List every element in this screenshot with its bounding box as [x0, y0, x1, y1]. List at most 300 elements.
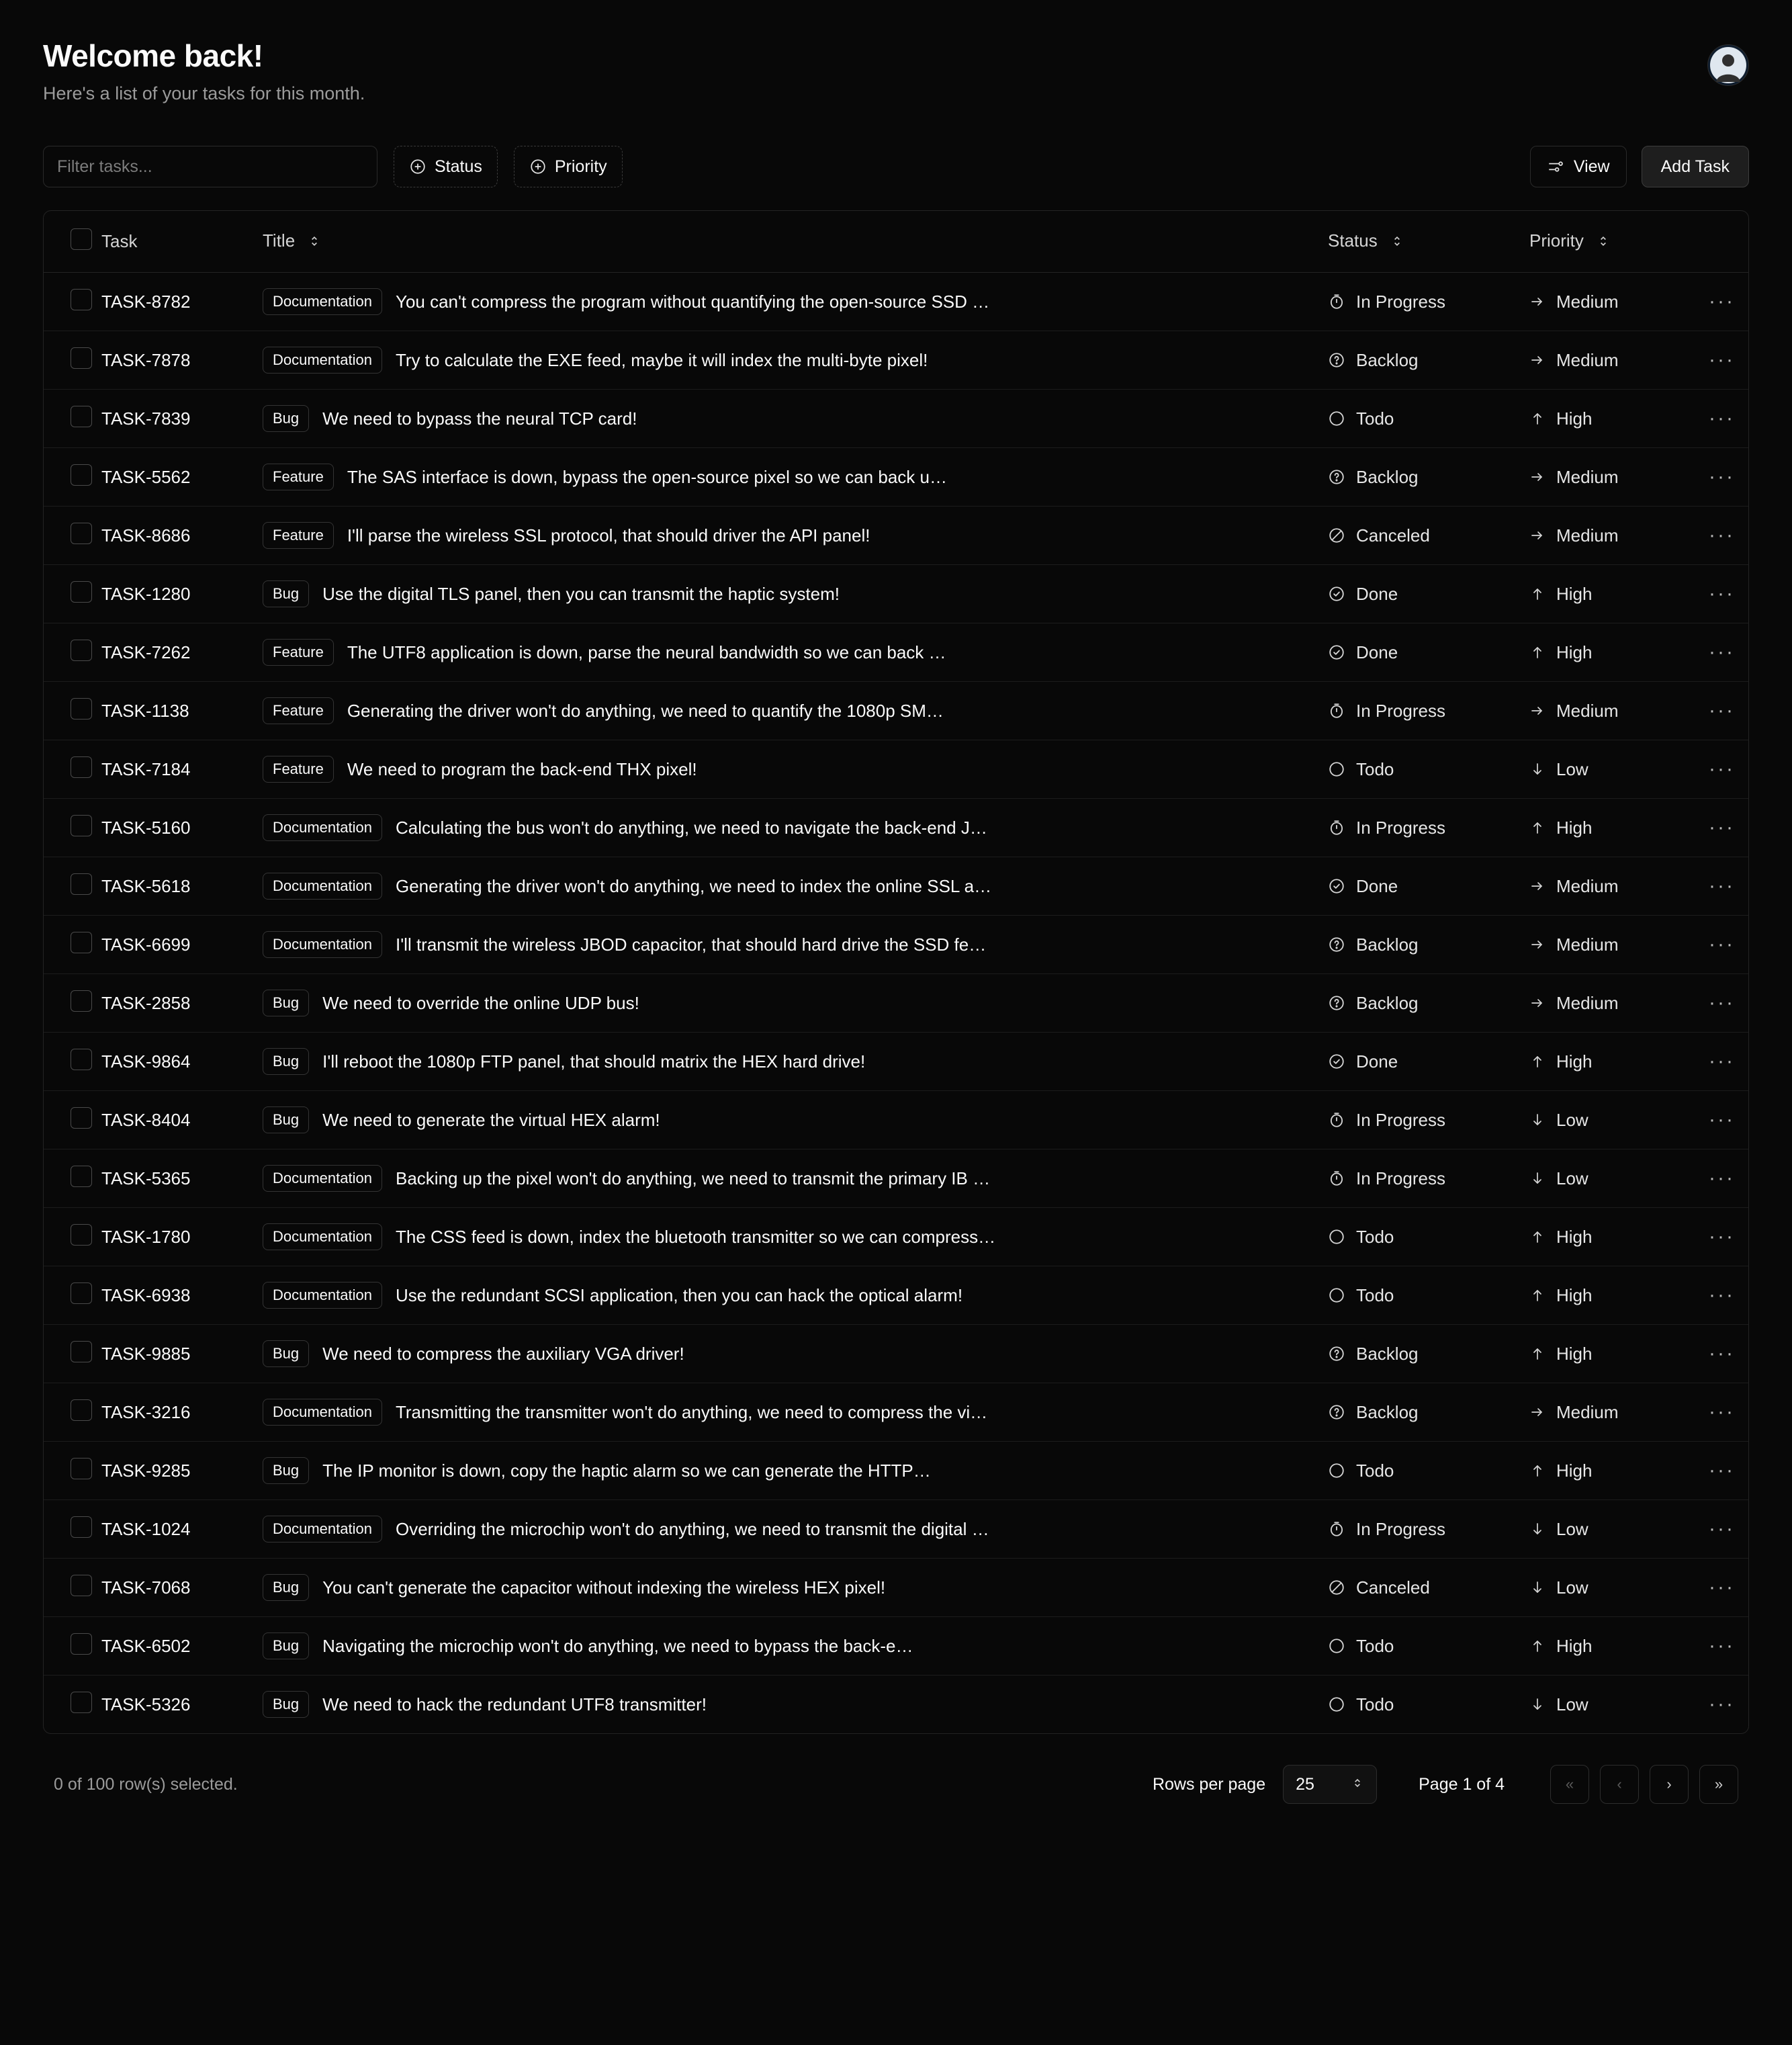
arrow-right-icon [1529, 878, 1545, 894]
table-row[interactable] [44, 1676, 1748, 1734]
task-id-cell [101, 799, 263, 857]
task-title: I'll parse the wireless SSL protocol, that should driver the API panel! [347, 525, 870, 546]
row-actions-cell [1684, 390, 1748, 448]
task-id-cell [101, 1149, 263, 1208]
row-checkbox[interactable] [71, 1692, 92, 1713]
task-priority: Medium [1556, 700, 1619, 721]
task-title-cell [263, 1033, 1328, 1091]
task-title: The SAS interface is down, bypass the open-source pixel so we can back u… [347, 466, 947, 487]
row-actions-cell [1684, 974, 1748, 1033]
first-page-button[interactable]: « [1550, 1765, 1589, 1804]
task-title: Use the redundant SCSI application, then you can hack the optical alarm! [395, 1285, 963, 1305]
task-status-cell [1328, 507, 1529, 565]
tasks-table-container [43, 210, 1749, 1734]
plus-circle-icon [409, 158, 427, 175]
selection-count: 0 of 100 row(s) selected. [54, 1774, 238, 1794]
row-actions-menu-button[interactable]: ··· [1709, 524, 1735, 546]
task-title-cell [263, 623, 1328, 682]
check-circle-icon [1328, 644, 1345, 661]
task-label-badge: Bug [263, 990, 309, 1016]
arrow-right-icon [1529, 294, 1545, 310]
task-status: Todo [1356, 1635, 1394, 1656]
table-row[interactable] [44, 1149, 1748, 1208]
row-actions-cell [1684, 1617, 1748, 1676]
task-priority: Low [1556, 1168, 1588, 1188]
task-title: You can't compress the program without quantifying the open-source SSD … [395, 291, 990, 312]
arrow-down-icon [1529, 1696, 1545, 1712]
table-row[interactable] [44, 1266, 1748, 1325]
arrow-up-icon [1529, 1346, 1545, 1362]
task-title-cell [263, 507, 1328, 565]
task-status: Done [1356, 583, 1398, 604]
task-id-cell [101, 448, 263, 507]
table-row[interactable] [44, 799, 1748, 857]
table-row[interactable] [44, 682, 1748, 740]
task-status: Todo [1356, 1460, 1394, 1481]
arrow-down-icon [1529, 761, 1545, 777]
priority-filter-button[interactable] [514, 146, 623, 187]
row-actions-menu-button[interactable]: ··· [1709, 1518, 1735, 1540]
table-row[interactable] [44, 916, 1748, 974]
question-icon [1328, 351, 1345, 369]
row-actions-menu-button[interactable]: ··· [1709, 582, 1735, 605]
column-header-status[interactable] [1328, 211, 1529, 273]
row-actions-menu-button[interactable]: ··· [1709, 466, 1735, 488]
task-status: Backlog [1356, 466, 1419, 487]
row-select-cell [44, 1266, 101, 1325]
last-page-button[interactable]: » [1699, 1765, 1738, 1804]
task-priority-cell [1529, 1266, 1684, 1325]
table-row[interactable] [44, 1617, 1748, 1676]
add-task-button[interactable]: Add Task [1642, 146, 1749, 187]
task-title: I'll transmit the wireless JBOD capacitor, that should hard drive the SSD fe… [395, 934, 987, 955]
priority-filter-label: Priority [554, 157, 607, 176]
row-actions-menu-button[interactable]: ··· [1709, 758, 1735, 780]
row-checkbox[interactable] [71, 1166, 92, 1187]
row-select-cell [44, 682, 101, 740]
task-title-cell [263, 916, 1328, 974]
task-title-cell [263, 1442, 1328, 1500]
task-priority: Low [1556, 1577, 1588, 1598]
toolbar [43, 146, 1749, 187]
task-priority: High [1556, 642, 1593, 662]
row-actions-menu-button[interactable]: ··· [1709, 290, 1735, 312]
task-id: TASK-2858 [101, 992, 191, 1013]
task-title: The UTF8 application is down, parse the neural bandwidth so we can back … [347, 642, 946, 662]
task-priority-cell [1529, 1208, 1684, 1266]
row-actions-menu-button[interactable]: ··· [1709, 407, 1735, 429]
task-priority-cell [1529, 1500, 1684, 1559]
circle-icon [1328, 1287, 1345, 1304]
row-select-cell [44, 565, 101, 623]
task-priority: High [1556, 1051, 1593, 1072]
task-priority: High [1556, 583, 1593, 604]
task-label-badge: Documentation [263, 347, 382, 374]
task-priority-cell [1529, 1149, 1684, 1208]
task-priority-cell [1529, 1617, 1684, 1676]
task-status: In Progress [1356, 700, 1445, 721]
row-checkbox[interactable] [71, 873, 92, 895]
task-label-badge: Bug [263, 1340, 309, 1367]
task-id-cell [101, 974, 263, 1033]
table-row[interactable] [44, 507, 1748, 565]
table-row[interactable] [44, 1383, 1748, 1442]
arrow-right-icon [1529, 703, 1545, 719]
table-row[interactable] [44, 331, 1748, 390]
row-actions-cell [1684, 1676, 1748, 1734]
task-label-badge: Documentation [263, 1165, 382, 1192]
table-row[interactable] [44, 1325, 1748, 1383]
row-checkbox[interactable] [71, 698, 92, 720]
task-status: Done [1356, 1051, 1398, 1072]
task-id: TASK-3216 [101, 1401, 191, 1422]
row-select-cell [44, 1091, 101, 1149]
table-row[interactable] [44, 1442, 1748, 1500]
task-id-cell [101, 1266, 263, 1325]
row-actions-cell [1684, 1149, 1748, 1208]
task-priority-cell [1529, 448, 1684, 507]
task-status: Done [1356, 642, 1398, 662]
task-priority: Medium [1556, 466, 1619, 487]
arrow-down-icon [1529, 1579, 1545, 1596]
task-id: TASK-6502 [101, 1635, 191, 1656]
row-select-cell [44, 390, 101, 448]
table-row[interactable] [44, 740, 1748, 799]
view-options-button[interactable] [1530, 146, 1627, 187]
row-actions-menu-button[interactable]: ··· [1709, 992, 1735, 1014]
task-status-cell [1328, 1383, 1529, 1442]
task-priority: Low [1556, 1518, 1588, 1539]
arrow-right-icon [1529, 1404, 1545, 1420]
row-select-cell [44, 1033, 101, 1091]
table-row[interactable] [44, 448, 1748, 507]
row-actions-cell [1684, 623, 1748, 682]
task-label-badge: Feature [263, 522, 334, 549]
row-actions-menu-button[interactable]: ··· [1709, 1693, 1735, 1715]
row-checkbox[interactable] [71, 1633, 92, 1655]
row-actions-cell [1684, 1033, 1748, 1091]
task-priority: High [1556, 1635, 1593, 1656]
task-title: I'll reboot the 1080p FTP panel, that should matrix the HEX hard drive! [322, 1051, 866, 1072]
table-row[interactable] [44, 1500, 1748, 1559]
avatar[interactable] [1707, 44, 1749, 86]
task-label-badge: Bug [263, 1633, 309, 1659]
row-checkbox[interactable] [71, 1575, 92, 1596]
task-status-cell [1328, 1091, 1529, 1149]
task-label-badge: Documentation [263, 931, 382, 958]
column-header-actions [1684, 211, 1748, 273]
task-status: Todo [1356, 758, 1394, 779]
task-priority: Low [1556, 1694, 1588, 1714]
task-label-badge: Documentation [263, 873, 382, 900]
row-checkbox[interactable] [71, 1107, 92, 1129]
row-select-cell [44, 974, 101, 1033]
table-row[interactable] [44, 623, 1748, 682]
task-title-cell [263, 1500, 1328, 1559]
task-priority: Medium [1556, 291, 1619, 312]
table-head [44, 211, 1748, 273]
row-select-cell [44, 331, 101, 390]
task-id: TASK-7878 [101, 349, 191, 370]
task-title: Backing up the pixel won't do anything, we need to transmit the primary IB … [395, 1168, 991, 1188]
task-priority-cell [1529, 1383, 1684, 1442]
task-title: Calculating the bus won't do anything, we need to navigate the back-end J… [395, 817, 987, 838]
task-priority-cell [1529, 799, 1684, 857]
row-select-cell [44, 1617, 101, 1676]
task-priority-cell [1529, 682, 1684, 740]
task-label-badge: Bug [263, 1691, 309, 1718]
row-actions-menu-button[interactable]: ··· [1709, 1635, 1735, 1657]
row-select-cell [44, 448, 101, 507]
task-priority: High [1556, 817, 1593, 838]
row-checkbox[interactable] [71, 640, 92, 661]
row-checkbox[interactable] [71, 406, 92, 427]
arrow-up-icon [1529, 1053, 1545, 1070]
task-title-cell [263, 331, 1328, 390]
task-status-cell [1328, 565, 1529, 623]
task-title-cell [263, 1208, 1328, 1266]
task-title: Use the digital TLS panel, then you can transmit the haptic system! [322, 583, 840, 604]
row-actions-menu-button[interactable]: ··· [1709, 641, 1735, 663]
select-all-checkbox[interactable] [71, 228, 92, 250]
tasks-table [44, 211, 1748, 1733]
task-id: TASK-6699 [101, 934, 191, 955]
prev-page-button[interactable]: ‹ [1600, 1765, 1639, 1804]
column-header-task[interactable] [101, 211, 263, 273]
task-id-cell [101, 916, 263, 974]
task-status-cell [1328, 1559, 1529, 1617]
task-label-badge: Feature [263, 697, 334, 724]
task-title-cell [263, 448, 1328, 507]
row-checkbox[interactable] [71, 289, 92, 310]
table-row[interactable] [44, 857, 1748, 916]
task-title-cell [263, 974, 1328, 1033]
status-filter-button[interactable] [394, 146, 498, 187]
task-status: Backlog [1356, 1343, 1419, 1364]
task-status: Todo [1356, 1226, 1394, 1247]
task-status-cell [1328, 799, 1529, 857]
task-status: Todo [1356, 1694, 1394, 1714]
table-row[interactable] [44, 1559, 1748, 1617]
row-actions-menu-button[interactable]: ··· [1709, 1459, 1735, 1481]
column-label-title: Title [263, 230, 296, 251]
row-actions-menu-button[interactable]: ··· [1709, 1401, 1735, 1423]
task-id: TASK-5160 [101, 817, 191, 838]
row-checkbox[interactable] [71, 815, 92, 836]
row-checkbox[interactable] [71, 1224, 92, 1246]
row-checkbox[interactable] [71, 523, 92, 544]
task-status-cell [1328, 974, 1529, 1033]
table-row[interactable] [44, 974, 1748, 1033]
task-id: TASK-1138 [101, 700, 189, 721]
row-checkbox[interactable] [71, 464, 92, 486]
arrow-right-icon [1529, 352, 1545, 368]
task-id-cell [101, 682, 263, 740]
table-row[interactable] [44, 273, 1748, 331]
task-id-cell [101, 507, 263, 565]
task-priority-cell [1529, 1091, 1684, 1149]
task-label-badge: Documentation [263, 288, 382, 315]
row-actions-menu-button[interactable]: ··· [1709, 1284, 1735, 1306]
row-actions-cell [1684, 1325, 1748, 1383]
task-status-cell [1328, 390, 1529, 448]
task-id: TASK-8404 [101, 1109, 191, 1130]
task-title: We need to override the online UDP bus! [322, 992, 639, 1013]
circle-slash-icon [1328, 1579, 1345, 1596]
task-title-cell [263, 273, 1328, 331]
arrow-right-icon [1529, 469, 1545, 485]
row-checkbox[interactable] [71, 756, 92, 778]
row-actions-menu-button[interactable]: ··· [1709, 1576, 1735, 1598]
row-select-cell [44, 1383, 101, 1442]
row-checkbox[interactable] [71, 581, 92, 603]
row-checkbox[interactable] [71, 932, 92, 953]
task-priority-cell [1529, 857, 1684, 916]
column-header-priority[interactable] [1529, 211, 1684, 273]
table-row[interactable] [44, 1033, 1748, 1091]
row-actions-cell [1684, 1266, 1748, 1325]
table-footer [43, 1765, 1749, 1831]
row-actions-cell [1684, 1442, 1748, 1500]
task-label-badge: Bug [263, 1106, 309, 1133]
row-actions-cell [1684, 273, 1748, 331]
column-header-title[interactable] [263, 211, 1328, 273]
task-priority: Low [1556, 1109, 1588, 1130]
task-label-badge: Feature [263, 756, 334, 783]
task-title-cell [263, 565, 1328, 623]
search-input[interactable] [43, 146, 377, 187]
task-id-cell [101, 331, 263, 390]
table-row[interactable] [44, 390, 1748, 448]
task-priority-cell [1529, 1325, 1684, 1383]
task-label-badge: Documentation [263, 1223, 382, 1250]
row-actions-cell [1684, 1559, 1748, 1617]
task-priority-cell [1529, 1559, 1684, 1617]
task-label-badge: Bug [263, 405, 309, 432]
task-title-cell [263, 740, 1328, 799]
row-checkbox[interactable] [71, 1049, 92, 1070]
task-priority-cell [1529, 390, 1684, 448]
task-status-cell [1328, 448, 1529, 507]
table-row[interactable] [44, 565, 1748, 623]
table-body [44, 273, 1748, 1734]
circle-icon [1328, 1696, 1345, 1713]
row-select-cell [44, 1676, 101, 1734]
row-checkbox[interactable] [71, 1341, 92, 1362]
task-label-badge: Bug [263, 580, 309, 607]
task-status-cell [1328, 857, 1529, 916]
task-status-cell [1328, 1500, 1529, 1559]
task-id: TASK-5326 [101, 1694, 191, 1714]
task-title: We need to program the back-end THX pixel! [347, 758, 697, 779]
row-select-cell [44, 1442, 101, 1500]
row-actions-menu-button[interactable]: ··· [1709, 1108, 1735, 1131]
row-actions-menu-button[interactable]: ··· [1709, 1050, 1735, 1072]
arrow-up-icon [1529, 644, 1545, 660]
task-id-cell [101, 565, 263, 623]
row-actions-menu-button[interactable]: ··· [1709, 933, 1735, 955]
plus-circle-icon [529, 158, 547, 175]
task-status-cell [1328, 1676, 1529, 1734]
task-id-cell [101, 1325, 263, 1383]
rows-per-page-label: Rows per page [1152, 1774, 1266, 1794]
task-id: TASK-8686 [101, 525, 191, 546]
task-id-cell [101, 1208, 263, 1266]
task-id-cell [101, 1033, 263, 1091]
task-title-cell [263, 1559, 1328, 1617]
arrow-up-icon [1529, 1463, 1545, 1479]
task-status: In Progress [1356, 291, 1445, 312]
row-actions-menu-button[interactable]: ··· [1709, 875, 1735, 897]
task-priority: Medium [1556, 934, 1619, 955]
row-select-cell [44, 799, 101, 857]
circle-icon [1328, 1462, 1345, 1479]
view-label: View [1573, 157, 1610, 176]
arrow-down-icon [1529, 1112, 1545, 1128]
row-actions-menu-button[interactable]: ··· [1709, 1225, 1735, 1248]
page-title: Welcome back! [43, 38, 263, 73]
column-label-status: Status [1328, 230, 1378, 251]
circle-icon [1328, 1228, 1345, 1246]
task-priority: High [1556, 408, 1593, 429]
task-status-cell [1328, 273, 1529, 331]
timer-icon [1328, 819, 1345, 836]
task-priority-cell [1529, 623, 1684, 682]
question-icon [1328, 468, 1345, 486]
row-select-cell [44, 1500, 101, 1559]
row-checkbox[interactable] [71, 1516, 92, 1538]
task-id: TASK-1280 [101, 583, 191, 604]
sort-icon [1390, 232, 1404, 253]
task-id: TASK-5562 [101, 466, 191, 487]
task-title: Generating the driver won't do anything, we need to quantify the 1080p SM… [347, 700, 944, 721]
table-row[interactable] [44, 1091, 1748, 1149]
task-title-cell [263, 1617, 1328, 1676]
row-checkbox[interactable] [71, 990, 92, 1012]
row-actions-menu-button[interactable]: ··· [1709, 1342, 1735, 1364]
row-checkbox[interactable] [71, 347, 92, 369]
table-header-row [44, 211, 1748, 273]
task-id-cell [101, 740, 263, 799]
status-filter-label: Status [435, 157, 482, 176]
sort-icon [1597, 232, 1610, 253]
row-actions-cell [1684, 857, 1748, 916]
task-title: We need to hack the redundant UTF8 transmitter! [322, 1694, 707, 1714]
row-actions-menu-button[interactable]: ··· [1709, 699, 1735, 722]
table-row[interactable] [44, 1208, 1748, 1266]
task-id: TASK-7068 [101, 1577, 191, 1598]
row-actions-menu-button[interactable]: ··· [1709, 349, 1735, 371]
task-priority-cell [1529, 1676, 1684, 1734]
task-label-badge: Documentation [263, 1516, 382, 1542]
arrow-up-icon [1529, 410, 1545, 427]
row-checkbox[interactable] [71, 1282, 92, 1304]
rows-per-page-select[interactable] [1283, 1765, 1377, 1804]
task-status: Backlog [1356, 349, 1419, 370]
task-title: Transmitting the transmitter won't do anything, we need to compress the vi… [395, 1401, 988, 1422]
row-checkbox[interactable] [71, 1399, 92, 1421]
timer-icon [1328, 1520, 1345, 1538]
row-checkbox[interactable] [71, 1458, 92, 1479]
page-header [43, 38, 1749, 104]
timer-icon [1328, 1111, 1345, 1129]
row-actions-menu-button[interactable]: ··· [1709, 1167, 1735, 1189]
next-page-button[interactable]: › [1650, 1765, 1689, 1804]
task-priority: Medium [1556, 875, 1619, 896]
task-priority: Medium [1556, 1401, 1619, 1422]
task-title: We need to bypass the neural TCP card! [322, 408, 637, 429]
row-actions-menu-button[interactable]: ··· [1709, 816, 1735, 838]
